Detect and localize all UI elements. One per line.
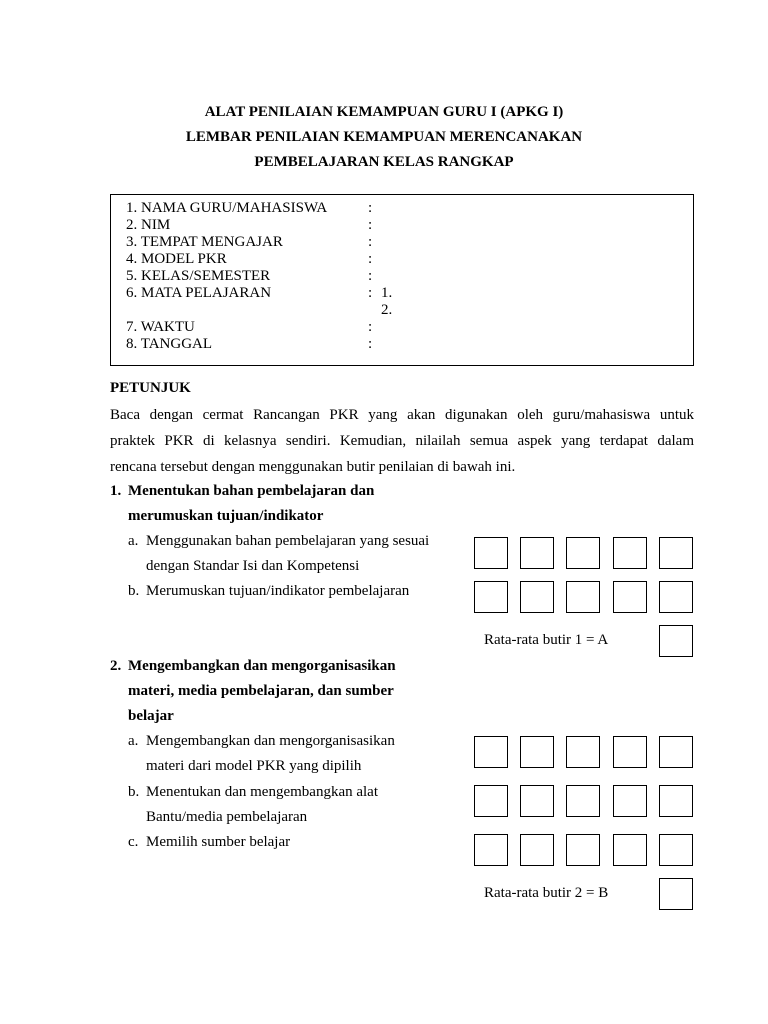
info-colon: : xyxy=(368,319,373,335)
section2-item-a-line2: materi dari model PKR yang dipilih xyxy=(146,758,362,774)
section2-title-line2: materi, media pembelajaran, dan sumber xyxy=(128,683,394,699)
form-title: ALAT PENILAIAN KEMAMPUAN GURU I (APKG I) xyxy=(204,104,564,120)
section2-title-line1: Mengembangkan dan mengorganisasikan xyxy=(128,658,396,674)
average-box[interactable] xyxy=(659,878,693,910)
score-box[interactable] xyxy=(520,785,554,817)
score-box[interactable] xyxy=(659,834,693,866)
score-box[interactable] xyxy=(659,785,693,817)
score-box[interactable] xyxy=(474,785,508,817)
score-box[interactable] xyxy=(566,736,600,768)
section1-item-a-line2: dengan Standar Isi dan Kompetensi xyxy=(146,558,360,574)
info-label: 6. MATA PELAJARAN xyxy=(126,285,272,301)
section1-number: 1. xyxy=(110,483,122,499)
info-label: 7. WAKTU xyxy=(126,319,195,335)
info-colon: : xyxy=(368,268,373,284)
info-colon: : xyxy=(368,336,373,352)
identity-box xyxy=(110,194,694,366)
score-box[interactable] xyxy=(566,834,600,866)
score-box[interactable] xyxy=(474,736,508,768)
score-box[interactable] xyxy=(613,736,647,768)
section2-number: 2. xyxy=(110,658,122,674)
instructions-line: praktek PKR di kelasnya sendiri. Kemudian, nilailah semua aspek yang terdapat dalam xyxy=(110,433,694,449)
section2-item-a-line1: Mengembangkan dan mengorganisasikan xyxy=(146,733,395,749)
info-label: 3. TEMPAT MENGAJAR xyxy=(126,234,283,250)
score-box[interactable] xyxy=(659,736,693,768)
form-subtitle-line2: PEMBELAJARAN KELAS RANGKAP xyxy=(254,154,514,170)
instructions-paragraph xyxy=(110,402,694,480)
section2-item-c-line1: Memilih sumber belajar xyxy=(146,834,291,850)
score-box[interactable] xyxy=(566,581,600,613)
instructions-line: rencana tersebut dengan menggunakan butir penilaian di bawah ini. xyxy=(110,459,516,475)
score-box[interactable] xyxy=(520,581,554,613)
score-box[interactable] xyxy=(474,581,508,613)
score-box[interactable] xyxy=(520,537,554,569)
score-box[interactable] xyxy=(520,736,554,768)
info-value-field[interactable]: 2. xyxy=(381,302,393,318)
section1-item-b-marker: b. xyxy=(128,583,140,599)
score-box[interactable] xyxy=(566,537,600,569)
info-label: 8. TANGGAL xyxy=(126,336,213,352)
score-box[interactable] xyxy=(613,537,647,569)
section2-average-label: Rata-rata butir 2 = B xyxy=(484,885,609,901)
info-colon: : xyxy=(368,217,373,233)
section1-item-a-marker: a. xyxy=(128,533,139,549)
section1-title-line2: merumuskan tujuan/indikator xyxy=(128,508,324,524)
info-label: 5. KELAS/SEMESTER xyxy=(126,268,271,284)
section2-item-b-marker: b. xyxy=(128,784,140,800)
section1-item-a-line1: Menggunakan bahan pembelajaran yang sesuai xyxy=(146,533,430,549)
score-box[interactable] xyxy=(659,537,693,569)
section2-item-b-line1: Menentukan dan mengembangkan alat xyxy=(146,784,379,800)
info-colon: : xyxy=(368,251,373,267)
score-box[interactable] xyxy=(566,785,600,817)
score-box[interactable] xyxy=(613,834,647,866)
score-box[interactable] xyxy=(613,581,647,613)
instructions-line: Baca dengan cermat Rancangan PKR yang akan digunakan oleh guru/mahasiswa untuk xyxy=(110,407,694,423)
section1-item-b-line1: Merumuskan tujuan/indikator pembelajaran xyxy=(146,583,410,599)
score-box[interactable] xyxy=(474,537,508,569)
average-box[interactable] xyxy=(659,625,693,657)
score-box[interactable] xyxy=(659,581,693,613)
section2-item-a-marker: a. xyxy=(128,733,139,749)
section2-title-line3: belajar xyxy=(128,708,174,724)
instructions-heading: PETUNJUK xyxy=(110,380,191,396)
score-box[interactable] xyxy=(520,834,554,866)
section1-average-label: Rata-rata butir 1 = A xyxy=(484,632,609,648)
score-box[interactable] xyxy=(474,834,508,866)
section2-item-c-marker: c. xyxy=(128,834,139,850)
section2-item-b-line2: Bantu/media pembelajaran xyxy=(146,809,308,825)
info-label: 2. NIM xyxy=(126,217,171,233)
section1-title-line1: Menentukan bahan pembelajaran dan xyxy=(128,483,375,499)
info-value-field[interactable]: 1. xyxy=(381,285,393,301)
score-box[interactable] xyxy=(613,785,647,817)
info-label: 1. NAMA GURU/MAHASISWA xyxy=(126,200,328,216)
info-label: 4. MODEL PKR xyxy=(126,251,227,267)
info-colon: : xyxy=(368,285,373,301)
info-colon: : xyxy=(368,234,373,250)
form-subtitle-line1: LEMBAR PENILAIAN KEMAMPUAN MERENCANAKAN xyxy=(185,129,583,145)
info-colon: : xyxy=(368,200,373,216)
